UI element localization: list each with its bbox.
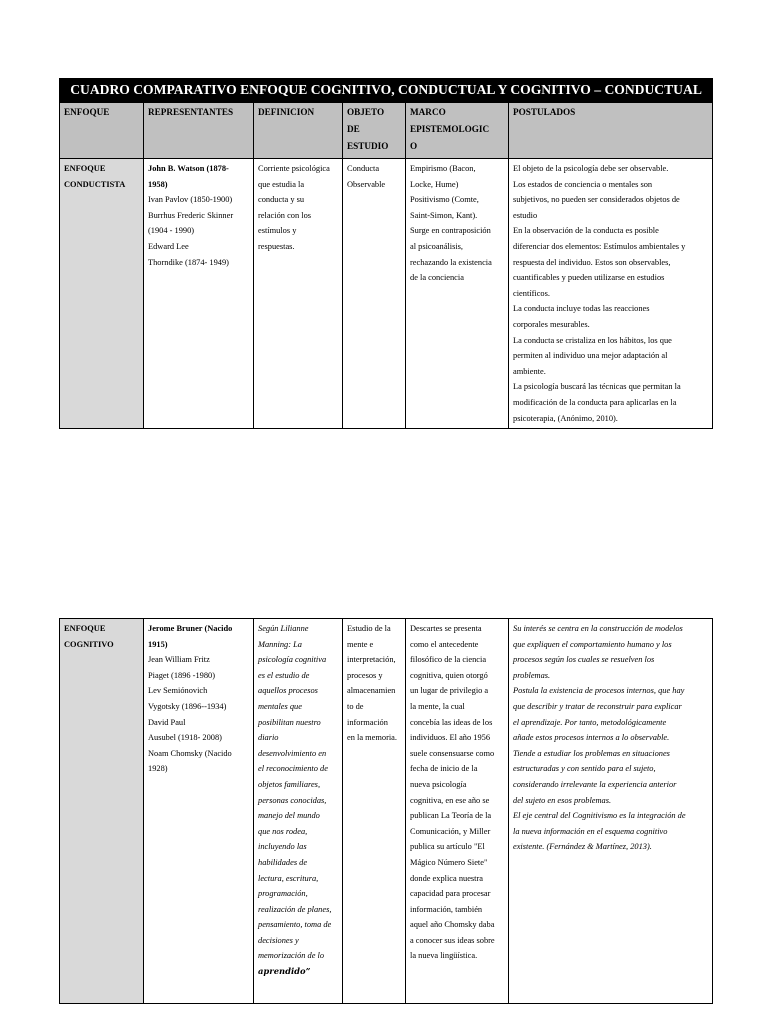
header-representantes: REPRESENTANTES xyxy=(144,103,254,159)
cell-enfoque-conductista: ENFOQUE CONDUCTISTA xyxy=(60,159,144,429)
cell-definicion-conductista: Corriente psicológica que estudia la conducta y su relación con los estímulos y respuestas. xyxy=(254,159,343,429)
cell-postulados-cognitivo: Su interés se centra en la construcción de modelos que expliquen el comportamiento humano y los procesos según los cuales se resuelven los problemas. Postula la existencia de procesos internos, que hay que describir y tratar de reconstruir para explicar el aprendizaje. Por tanto, metodológicamente añade estos procesos internos a lo observable. Tiende a estudiar los problemas en situaciones estructuradas y con sentido para el sujeto, considerando irrelevante la experiencia anterior del sujeto en esos problemas. El eje central del Cognitivismo es la integración de la nueva información en el esquema cognitivo existente. (Fernández & Martínez, 2013). xyxy=(509,619,713,1004)
cell-marco-conductista: Empirismo (Bacon, Locke, Hume) Positivismo (Comte, Saint-Simon, Kant). Surge en contraposición al psicoanálisis, rechazando la existencia de la conciencia xyxy=(406,159,509,429)
cell-enfoque-cognitivo: ENFOQUE COGNITIVO xyxy=(60,619,144,1004)
header-objeto-de-estudio: OBJETO DE ESTUDIO xyxy=(343,103,406,159)
cell-representantes-conductista: John B. Watson (1878- 1958) Ivan Pavlov (1850-1900) Burrhus Frederic Skinner (1904 - 1990) Edward Lee Thorndike (1874- 1949) xyxy=(144,159,254,429)
cell-definicion-cognitivo: Según Lilianne Manning: La psicología cognitiva es el estudio de aquellos procesos mentales que posibilitan nuestro diario desenvolvimiento en el reconocimiento de objetos familiares, personas conocidas, manejo del mundo que nos rodea, incluyendo las habilidades de lectura, escritura, programación, realización de planes, pensamiento, toma de decisiones y memorización de lo aprendido” xyxy=(254,619,343,1004)
table-row-cognitivo xyxy=(60,619,713,1004)
header-marco-epistemologico: MARCO EPISTEMOLOGIC O xyxy=(406,103,509,159)
header-definicion: DEFINICION xyxy=(254,103,343,159)
header-enfoque: ENFOQUE xyxy=(60,103,144,159)
cell-postulados-conductista: El objeto de la psicología debe ser observable. Los estados de conciencia o mentales son subjetivos, no pueden ser considerados objetos de estudio En la observación de la conducta es posible diferenciar dos elementos: Estímulos ambientales y respuesta del individuo. Estos son observables, cuantificables y pueden utilizarse en estudios científicos. La conducta incluye todas las reacciones corporales mesurables. La conducta se cristaliza en los hábitos, los que permiten al individuo una mejor adaptación al ambiente. La psicología buscará las técnicas que permitan la modificación de la conducta para aplicarlas en la psicoterapia, (Anónimo, 2010). xyxy=(509,159,713,429)
cell-representantes-cognitivo: Jerome Bruner (Nacido 1915) Jean William Fritz Piaget (1896 -1980) Lev Semiónovich Vygotsky (1896--1934) David Paul Ausubel (1918- 2008) Noam Chomsky (Nacido 1928) xyxy=(144,619,254,1004)
comparison-table-bottom xyxy=(59,618,713,1004)
header-row xyxy=(60,103,713,159)
table-row-conductista xyxy=(60,159,713,429)
cell-objeto-conductista: Conducta Observable xyxy=(343,159,406,429)
cell-marco-cognitivo: Descartes se presenta como el antecedente filosófico de la ciencia cognitiva, quien otorgó un lugar de privilegio a la mente, la cual concebía las ideas de los individuos. El año 1956 suele consensuarse como fecha de inicio de la nueva psicología cognitiva, en ese año se publican La Teoría de la Comunicación, y Miller publica su artículo "El Mágico Número Siete" donde explica nuestra capacidad para procesar información, también aquel año Chomsky daba a conocer sus ideas sobre la nueva lingüística. xyxy=(406,619,509,1004)
table-title: CUADRO COMPARATIVO ENFOQUE COGNITIVO, CONDUCTUAL Y COGNITIVO – CONDUCTUAL xyxy=(60,79,713,103)
comparison-table-top xyxy=(59,78,713,429)
cell-objeto-cognitivo: Estudio de la mente e interpretación, procesos y almacenamien to de información en la memoria. xyxy=(343,619,406,1004)
header-postulados: POSTULADOS xyxy=(509,103,713,159)
